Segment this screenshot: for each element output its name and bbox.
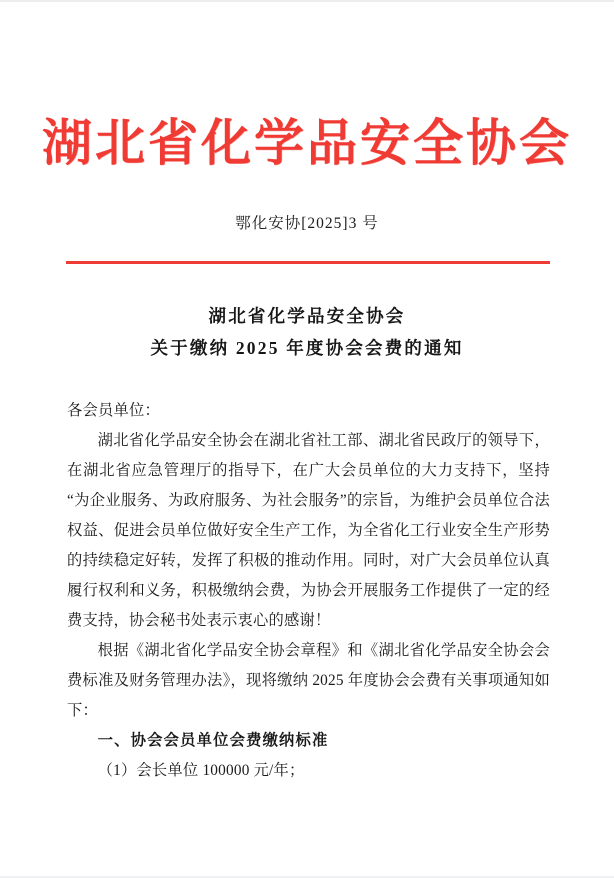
- salutation: 各会员单位：: [67, 402, 160, 419]
- document-title: [0, 300, 614, 364]
- scan-edge-top: [0, 0, 614, 2]
- document-title-line-1: 湖北省化学品安全协会: [208, 306, 406, 326]
- fee-item-1: （1）会长单位 100000 元/年；: [97, 762, 305, 779]
- red-divider-rule: [66, 261, 550, 264]
- document-title-line-2: 关于缴纳 2025 年度协会会费的通知: [150, 338, 464, 358]
- document-number: 鄂化安协[2025]3 号: [235, 215, 379, 232]
- document-body: [67, 396, 550, 786]
- body-paragraph-1: 湖北省化学品安全协会在湖北省社工部、湖北省民政厅的领导下，在湖北省应急管理厅的指导下，在广大会员单位的大力支持下，坚持“为企业服务、为政府服务、为社会服务”的宗旨，为维护会员单位合法权益、促进会员单位做好安全生产工作，为全省化工行业安全生产形势的持续稳定好转，发挥了积极的推动作用。同时，对广大会员单位认真履行权利和义务，积极缴纳会费，为协会开展服务工作提供了一定的经费支持，协会秘书处表示衷心的感谢！: [67, 432, 550, 629]
- body-paragraph-2: 根据《湖北省化学品安全协会章程》和《湖北省化学品安全协会会费标准及财务管理办法》，现将缴纳 2025 年度协会会费有关事项通知如下：: [67, 642, 550, 719]
- letterhead-title: 湖北省化学品安全协会: [42, 113, 572, 172]
- section-heading-1: 一、协会会员单位会费缴纳标准: [97, 732, 329, 749]
- letterhead: [0, 114, 614, 172]
